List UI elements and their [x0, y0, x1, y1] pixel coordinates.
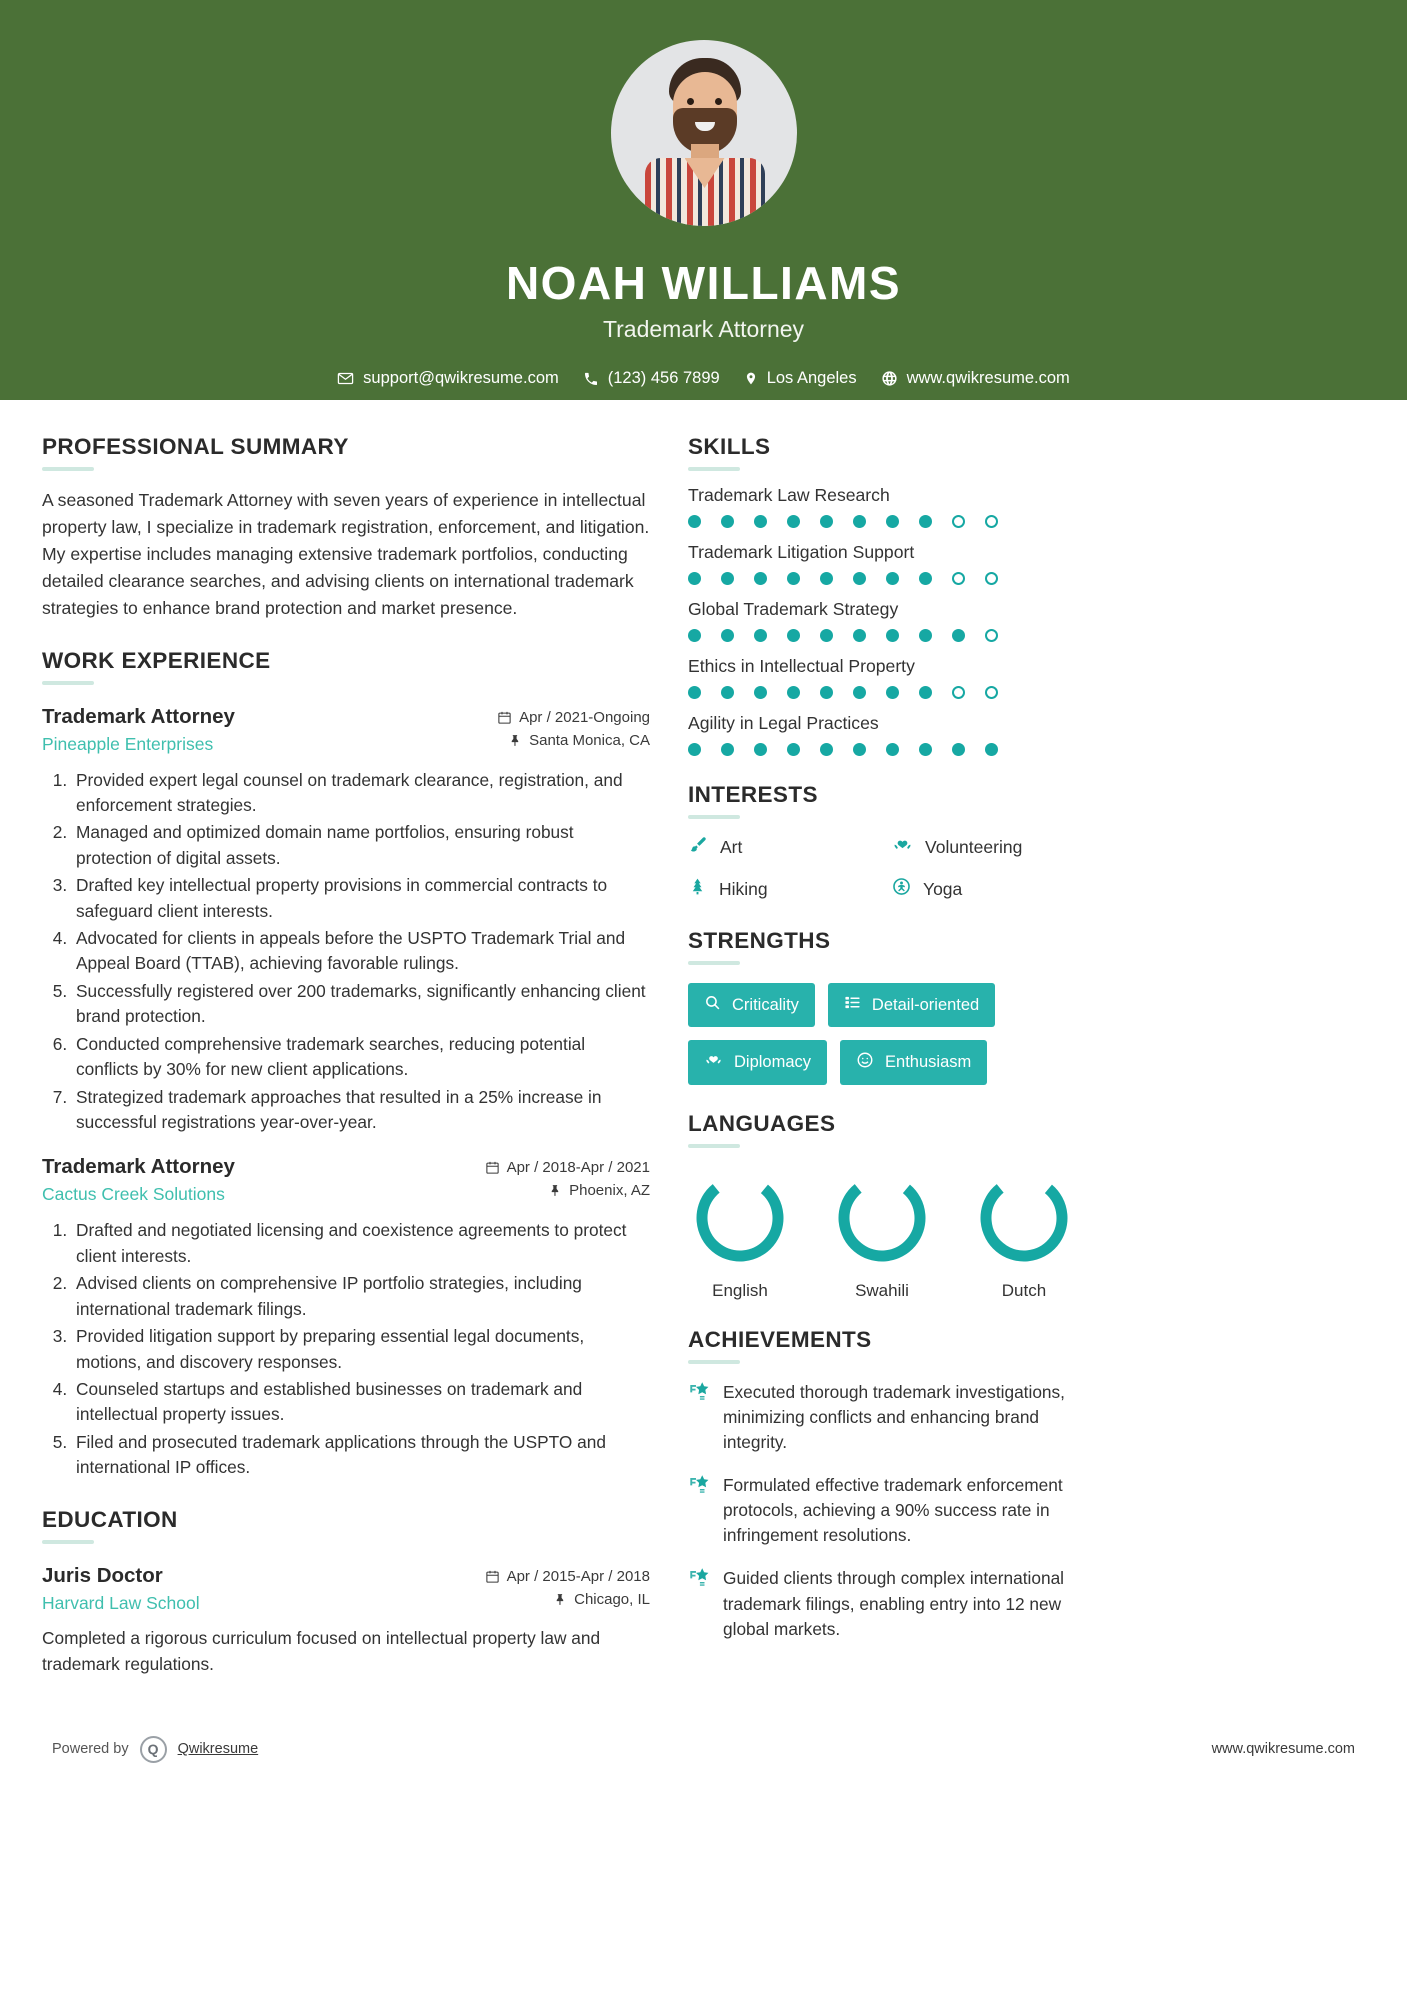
section-skills — [688, 434, 1096, 756]
contact-location-text: Los Angeles — [766, 369, 857, 387]
interest-label: Volunteering — [925, 837, 1023, 857]
skill-dot — [985, 629, 998, 642]
section-strengths — [688, 928, 1096, 1085]
job-bullet: 2. Advised clients on comprehensive IP portfolio strategies, including international trademark filings. — [72, 1271, 650, 1322]
resume-body — [0, 400, 1407, 1704]
language-list — [688, 1170, 1096, 1301]
skill-dot — [721, 572, 734, 585]
skill-dot — [688, 572, 701, 585]
job-bullet: 4. Counseled startups and established businesses on trademark and intellectual property issues. — [72, 1377, 650, 1428]
section-professional-summary — [42, 434, 650, 622]
skill-dot — [919, 515, 932, 528]
section-work-experience — [42, 648, 650, 1481]
list-icon — [844, 994, 861, 1016]
skill-item — [688, 485, 1096, 528]
skill-dot — [754, 572, 767, 585]
skill-dot — [688, 629, 701, 642]
work-entry — [42, 705, 650, 1136]
job-company: Pineapple Enterprises — [42, 733, 214, 754]
section-rule — [42, 467, 94, 471]
skill-name: Trademark Law Research — [688, 485, 890, 505]
skill-dot — [721, 629, 734, 642]
skill-dot — [886, 686, 899, 699]
skill-dot — [952, 686, 965, 699]
skill-dot — [952, 629, 965, 642]
job-title: Trademark Attorney — [42, 704, 235, 728]
skill-dot — [721, 743, 734, 756]
work-entry — [42, 1155, 650, 1480]
calendar-icon — [485, 1569, 500, 1584]
job-bullet: 7. Strategized trademark approaches that resulted in a 25% increase in successful registrations year-over-year. — [72, 1085, 650, 1136]
work-heading: WORK EXPERIENCE — [42, 647, 271, 673]
skill-name: Global Trademark Strategy — [688, 599, 899, 619]
skill-name: Agility in Legal Practices — [688, 713, 879, 733]
skill-item — [688, 542, 1096, 585]
section-rule — [688, 815, 740, 819]
skill-dot — [853, 686, 866, 699]
achievement-star-icon — [688, 1473, 710, 1500]
interest-item — [892, 876, 1096, 902]
section-rule — [688, 467, 740, 471]
skill-dot — [952, 572, 965, 585]
skill-dot — [853, 629, 866, 642]
skill-dot — [820, 686, 833, 699]
interest-label: Art — [720, 837, 743, 857]
entry-date: Apr / 2018-Apr / 2021 — [506, 1159, 650, 1177]
strength-label: Diplomacy — [734, 1053, 812, 1071]
avatar-photo — [611, 40, 797, 226]
magnifier-icon — [704, 994, 721, 1016]
job-bullet: 3. Provided litigation support by preparing essential legal documents, motions, and discovery responses. — [72, 1324, 650, 1375]
strength-label: Criticality — [732, 995, 799, 1014]
skill-dot — [787, 743, 800, 756]
strength-chip — [688, 983, 815, 1027]
skill-dot — [787, 572, 800, 585]
skill-dot — [985, 515, 998, 528]
contact-location[interactable] — [737, 369, 864, 388]
summary-heading: PROFESSIONAL SUMMARY — [42, 434, 349, 459]
languages-heading: LANGUAGES — [688, 1111, 836, 1136]
skill-dot — [853, 743, 866, 756]
skill-dot — [919, 572, 932, 585]
interest-list — [688, 835, 1096, 902]
section-education — [42, 1507, 650, 1678]
section-rule — [42, 1540, 94, 1544]
powered-by — [52, 1736, 258, 1763]
skill-dot — [985, 572, 998, 585]
skill-rating — [688, 743, 1096, 756]
calendar-icon — [497, 710, 512, 725]
skill-name: Trademark Litigation Support — [688, 542, 915, 562]
achievement-text: Formulated effective trademark enforcement protocols, achieving a 90% success rate in infringement resolutions. — [723, 1475, 1063, 1546]
skill-dot — [985, 686, 998, 699]
achievement-text: Guided clients through complex international trademark filings, enabling entry into 12 new global markets. — [723, 1568, 1065, 1639]
paintbrush-icon — [688, 835, 708, 860]
skill-dot — [985, 743, 998, 756]
entry-meta — [485, 1155, 650, 1205]
entry-location-row — [497, 732, 650, 749]
entry-meta — [497, 705, 650, 755]
qwikresume-brand-link[interactable]: Qwikresume — [177, 1741, 259, 1758]
entry-date-row — [497, 709, 650, 726]
skill-dot — [754, 515, 767, 528]
job-bullet: 4. Advocated for clients in appeals before the USPTO Trademark Trial and Appeal Board (TTAB), achieving favorable rulings. — [72, 926, 650, 977]
school-name: Harvard Law School — [42, 1592, 200, 1613]
candidate-role: Trademark Attorney — [602, 316, 805, 342]
skill-dot — [688, 515, 701, 528]
skill-dot — [754, 686, 767, 699]
skill-name: Ethics in Intellectual Property — [688, 656, 915, 676]
education-entry-list — [42, 1564, 650, 1678]
summary-text: A seasoned Trademark Attorney with seven years of experience in intellectual property law, I specialize in trademark registration, enforcement, and litigation. My expertise includes managing extensive trademark portfolios, conducting detailed clearance searches, and advising clients on international trademark strategies to enhance brand protection and market presence. — [42, 490, 650, 618]
skill-dot — [919, 743, 932, 756]
language-item — [972, 1170, 1076, 1301]
work-entry-list — [42, 705, 650, 1481]
skill-dot — [886, 515, 899, 528]
job-bullet: 1. Provided expert legal counsel on trademark clearance, registration, and enforcement strategies. — [72, 768, 650, 819]
skill-dot — [688, 743, 701, 756]
entry-location: Chicago, IL — [574, 1590, 650, 1608]
achievement-item — [688, 1473, 1096, 1548]
job-bullet-list — [72, 768, 650, 1136]
strengths-heading: STRENGTHS — [688, 928, 831, 953]
resume-header — [0, 0, 1407, 400]
skill-dot — [787, 629, 800, 642]
skill-dot — [886, 629, 899, 642]
pin-icon — [554, 1592, 567, 1607]
skill-dot — [886, 572, 899, 585]
contact-email[interactable] — [330, 369, 566, 388]
strength-chip — [688, 1040, 827, 1085]
right-column — [676, 434, 1096, 1704]
section-interests — [688, 782, 1096, 902]
skill-dot — [754, 743, 767, 756]
skill-dot — [721, 686, 734, 699]
skill-dot — [820, 629, 833, 642]
calendar-icon — [485, 1160, 500, 1175]
education-entry — [42, 1564, 650, 1678]
entry-date-row — [485, 1159, 650, 1176]
phone-icon — [583, 371, 599, 387]
section-rule — [42, 681, 94, 685]
achievement-star-icon — [688, 1566, 710, 1593]
strength-label: Enthusiasm — [885, 1053, 972, 1071]
skill-dot — [787, 515, 800, 528]
skill-dot — [919, 686, 932, 699]
yoga-icon — [892, 877, 911, 901]
entry-location-row — [485, 1182, 650, 1199]
language-name: English — [712, 1281, 768, 1300]
interest-label: Hiking — [719, 878, 768, 899]
job-company: Cactus Creek Solutions — [42, 1184, 225, 1205]
interest-label: Yoga — [923, 878, 963, 899]
strength-label: Detail-oriented — [871, 995, 980, 1014]
smiley-icon — [856, 1051, 874, 1074]
skill-dot — [886, 743, 899, 756]
pin-icon — [509, 733, 522, 748]
section-rule — [688, 961, 740, 965]
skills-heading: SKILLS — [688, 434, 771, 459]
interest-item — [688, 835, 892, 860]
achievement-item — [688, 1380, 1096, 1455]
skill-item — [688, 713, 1096, 756]
strength-chip — [840, 1040, 987, 1085]
skill-dot — [919, 629, 932, 642]
language-name: Dutch — [1001, 1281, 1047, 1300]
section-languages — [688, 1111, 1096, 1301]
skill-dot — [787, 686, 800, 699]
handshake-icon — [704, 1052, 723, 1074]
degree-title: Juris Doctor — [42, 1563, 163, 1587]
section-achievements — [688, 1327, 1096, 1642]
avatar — [611, 40, 797, 226]
skill-dot — [820, 515, 833, 528]
skill-rating — [688, 572, 1096, 585]
skill-dot — [721, 515, 734, 528]
footer-website-url[interactable]: www.qwikresume.com — [1211, 1741, 1355, 1758]
language-progress-ring — [834, 1170, 930, 1266]
pin-icon — [549, 1183, 562, 1198]
interests-heading: INTERESTS — [688, 782, 818, 807]
achievements-heading: ACHIEVEMENTS — [688, 1327, 872, 1352]
education-heading: EDUCATION — [42, 1506, 178, 1532]
globe-icon — [881, 370, 898, 387]
achievement-star-icon — [688, 1380, 710, 1407]
skill-dot — [952, 515, 965, 528]
contact-email-text: support@qwikresume.com — [363, 369, 559, 387]
job-bullet: 5. Filed and prosecuted trademark applications through the USPTO and international IP offices. — [72, 1430, 650, 1481]
skill-rating — [688, 515, 1096, 528]
qwikresume-logo-icon: Q — [140, 1736, 167, 1763]
entry-location: Santa Monica, CA — [529, 731, 650, 749]
job-bullet: 5. Successfully registered over 200 trademarks, significantly enhancing client brand protection. — [72, 979, 650, 1030]
contact-phone[interactable] — [576, 369, 727, 388]
entry-date: Apr / 2021-Ongoing — [519, 708, 650, 726]
language-progress-ring — [976, 1170, 1072, 1266]
job-bullet: 6. Conducted comprehensive trademark searches, reducing potential conflicts by 30% for new client applications. — [72, 1032, 650, 1083]
language-item — [830, 1170, 934, 1301]
entry-location-row — [485, 1591, 650, 1608]
strength-list — [688, 983, 1088, 1085]
entry-date: Apr / 2015-Apr / 2018 — [506, 1567, 650, 1585]
section-rule — [688, 1360, 740, 1364]
language-progress-ring — [692, 1170, 788, 1266]
achievement-text: Executed thorough trademark investigations, minimizing conflicts and enhancing brand integrity. — [723, 1382, 1065, 1453]
left-column — [42, 434, 650, 1704]
section-rule — [688, 1144, 740, 1148]
skill-item — [688, 656, 1096, 699]
resume-footer — [0, 1714, 1407, 1787]
powered-by-label: Powered by — [52, 1741, 129, 1758]
skill-dot — [820, 743, 833, 756]
skill-rating — [688, 686, 1096, 699]
pine-tree-icon — [688, 876, 707, 902]
map-pin-icon — [744, 370, 758, 387]
job-bullet: 2. Managed and optimized domain name portfolios, ensuring robust protection of digital assets. — [72, 820, 650, 871]
skill-dot — [952, 743, 965, 756]
contact-bar — [0, 369, 1407, 388]
candidate-name: NOAH WILLIAMS — [505, 257, 902, 309]
job-bullet: 1. Drafted and negotiated licensing and coexistence agreements to protect client interests. — [72, 1218, 650, 1269]
contact-phone-text: (123) 456 7899 — [607, 369, 720, 387]
skill-item — [688, 599, 1096, 642]
skill-dot — [688, 686, 701, 699]
interest-item — [892, 835, 1096, 860]
interest-item — [688, 876, 892, 902]
contact-website-text: www.qwikresume.com — [906, 369, 1070, 387]
entry-meta — [485, 1564, 650, 1614]
skill-dot — [853, 515, 866, 528]
hands-heart-icon — [892, 836, 913, 860]
skill-dot — [853, 572, 866, 585]
skill-dot — [820, 572, 833, 585]
job-bullet-list — [72, 1218, 650, 1480]
education-description: Completed a rigorous curriculum focused on intellectual property law and trademark regulations. — [42, 1627, 601, 1674]
entry-location: Phoenix, AZ — [569, 1182, 650, 1200]
job-title: Trademark Attorney — [42, 1155, 235, 1179]
skill-rating — [688, 629, 1096, 642]
contact-website[interactable] — [874, 369, 1077, 388]
skill-dot — [754, 629, 767, 642]
achievement-list — [688, 1380, 1096, 1642]
skill-list — [688, 485, 1096, 756]
language-item — [688, 1170, 792, 1301]
job-bullet: 3. Drafted key intellectual property provisions in commercial contracts to safeguard client interests. — [72, 873, 650, 924]
strength-chip — [828, 983, 995, 1027]
language-name: Swahili — [855, 1281, 909, 1300]
achievement-item — [688, 1566, 1096, 1641]
entry-date-row — [485, 1568, 650, 1585]
envelope-icon — [337, 370, 354, 387]
